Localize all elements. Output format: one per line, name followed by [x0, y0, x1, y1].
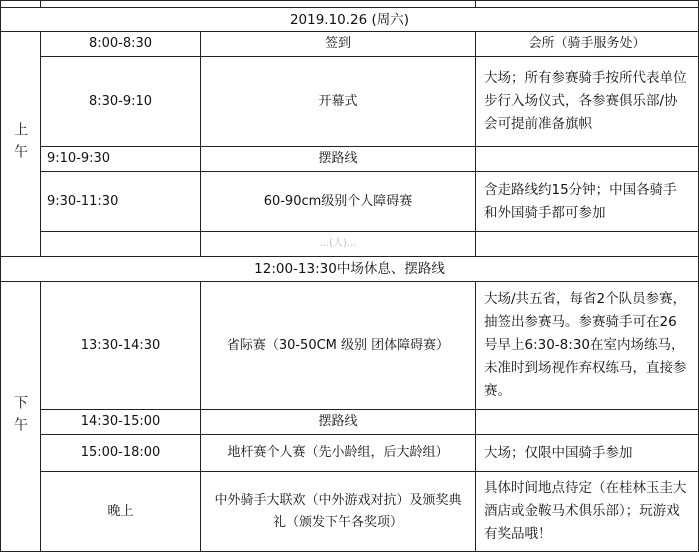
- partial-row-text: ...(人)...: [319, 238, 357, 249]
- morning-label: 上午: [12, 122, 28, 166]
- notes-cell: [476, 147, 698, 171]
- event-cell: 开幕式: [318, 93, 358, 109]
- notes-cell: 大场/共五省，每省2个队员参赛，抽签出参赛马。参赛骑手可在26号早上6:30-8:30在室内场练马，未准时到场视作弃权练马，直接参赛。: [484, 291, 687, 399]
- notes-cell: 含走路线约15分钟；中国各骑手和外国骑手都可参加: [484, 181, 677, 221]
- afternoon-label: 下午: [12, 394, 28, 439]
- time-cell: 13:30-14:30: [80, 337, 161, 353]
- time-cell: 晚上: [107, 503, 134, 519]
- time-cell: 15:00-18:00: [80, 445, 161, 460]
- event-cell: 摆路线: [318, 151, 358, 166]
- notes-cell: 会所（骑手服务处）: [528, 36, 646, 51]
- col-divider: [475, 0, 476, 7]
- break-row: 12:00-13:30中场休息、摆路线: [254, 261, 445, 277]
- event-cell: 地杆赛个人赛（先小龄组，后大龄组）: [227, 445, 449, 460]
- event-cell: 签到: [324, 36, 351, 51]
- event-cell: 摆路线: [318, 414, 358, 429]
- date-header: 2019.10.26 (周六): [289, 11, 410, 28]
- event-cell: 省际赛（30-50CM 级别 团体障碍赛）: [226, 337, 450, 353]
- notes-cell: [476, 410, 698, 434]
- table-border: [0, 0, 699, 1]
- event-cell: 中外骑手大联欢（中外游戏对抗）及颁奖典礼（颁发下午各奖项）: [214, 492, 462, 530]
- time-cell: 8:30-9:10: [88, 93, 153, 109]
- time-cell: 8:00-8:30: [88, 36, 153, 51]
- col-divider: [40, 0, 41, 7]
- notes-cell: 大场；所有参赛骑手按所代表单位步行入场仪式，各参赛俱乐部/协会可提前准备旗帜: [484, 70, 687, 132]
- notes-cell: 具体时间地点待定（在桂林玉圭大酒店或金鞍马术俱乐部）；玩游戏有奖品哦！: [484, 480, 687, 542]
- time-cell: 9:30-11:30: [47, 193, 119, 209]
- time-cell: 9:10-9:30: [47, 151, 111, 166]
- time-cell: 14:30-15:00: [80, 414, 161, 429]
- notes-cell: 大场；仅限中国骑手参加: [484, 444, 633, 461]
- event-cell: 60-90cm级别个人障碍赛: [263, 193, 413, 209]
